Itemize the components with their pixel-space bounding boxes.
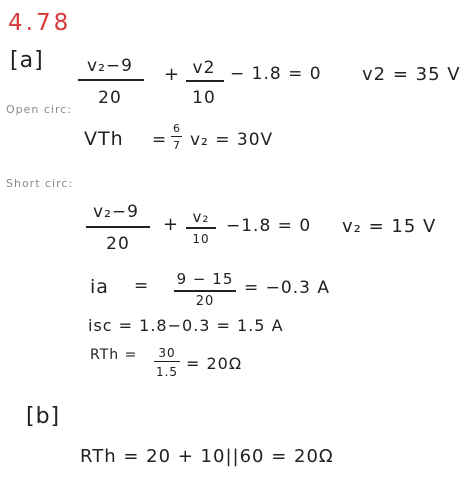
vth-fraction-numerator: 6 — [173, 122, 181, 135]
ia-fraction-numerator: 9 − 15 — [176, 270, 234, 288]
ia-fraction-denominator: 20 — [195, 294, 215, 309]
ia-lhs: ia — [90, 276, 109, 298]
open-circ-label: Open circ: — [6, 103, 73, 116]
part-a-label: [a] — [10, 48, 44, 73]
vth-fraction-bar — [171, 136, 182, 137]
rth-fraction-bar — [154, 361, 180, 362]
vth-lhs: VTh — [84, 128, 124, 150]
eq1-fraction-2-numerator: v2 — [192, 58, 216, 78]
eq1-result: v2 = 35 V — [362, 64, 461, 85]
rth-lhs: RTh = — [90, 347, 138, 363]
eq1-fraction-2-bar — [186, 80, 224, 82]
vth-fraction-denominator: 7 — [173, 139, 181, 152]
eq2-fraction-1-denominator: 20 — [106, 234, 130, 254]
eq2-result: v₂ = 15 V — [342, 216, 437, 237]
rth-fraction-denominator: 1.5 — [155, 365, 179, 379]
eq1-rest: − 1.8 = 0 — [230, 64, 322, 84]
rth-fraction-numerator: 30 — [158, 346, 176, 360]
ia-rest: = −0.3 A — [244, 278, 330, 298]
eq2-fraction-1-bar — [86, 226, 150, 228]
eq2-plus: + — [163, 214, 180, 235]
eq1-plus: + — [164, 64, 181, 85]
eq1-fraction-2-denominator: 10 — [192, 88, 216, 108]
eq2-rest: −1.8 = 0 — [226, 216, 312, 236]
eq1-fraction-1-bar — [78, 79, 144, 81]
ia-equals: = — [134, 276, 150, 296]
part-b-label: [b] — [26, 404, 61, 429]
eq2-fraction-2-numerator: v₂ — [192, 208, 210, 226]
ia-fraction-bar — [174, 290, 236, 292]
vth-equals: = — [152, 130, 168, 150]
eq2-fraction-2-denominator: 10 — [192, 232, 210, 246]
eq1-fraction-1-denominator: 20 — [98, 88, 122, 108]
vth-rest: v₂ = 30V — [190, 130, 274, 150]
part-b-rth-equation: RTh = 20 + 10||60 = 20Ω — [80, 446, 334, 467]
eq2-fraction-1-numerator: v₂−9 — [93, 202, 139, 222]
isc-equation: isc = 1.8−0.3 = 1.5 A — [88, 316, 284, 335]
eq2-fraction-2-bar — [186, 227, 216, 229]
short-circ-label: Short circ: — [6, 177, 74, 190]
eq1-fraction-1-numerator: v₂−9 — [87, 56, 133, 76]
problem-number: 4.78 — [8, 10, 72, 36]
rth-rest: = 20Ω — [186, 354, 243, 373]
